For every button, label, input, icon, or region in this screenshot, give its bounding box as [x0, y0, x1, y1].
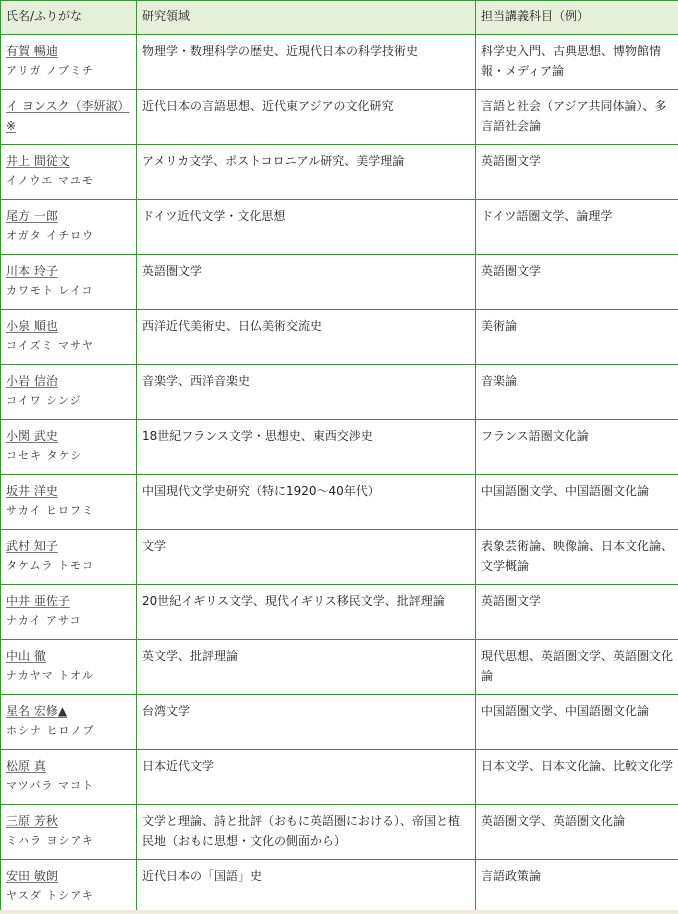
field-cell: 英語圏文学 — [137, 255, 476, 310]
table-row — [1, 750, 678, 805]
faculty-kana: ヤスダ トシアキ — [6, 889, 94, 902]
field-cell: 18世紀フランス文学・思想史、東西交渉史 — [137, 420, 476, 475]
faculty-kana: アリガ ノブミチ — [6, 64, 94, 77]
field-cell: 日本近代文学 — [137, 750, 476, 805]
courses-cell: 現代思想、英語圏文学、英語圏文化論 — [476, 640, 678, 695]
courses-cell: 英語圏文学 — [476, 585, 678, 640]
faculty-name-link[interactable]: 星名 宏修▲ — [6, 704, 68, 718]
courses-cell: 科学史入門、古典思想、博物館情報・メディア論 — [476, 35, 678, 90]
field-cell: 西洋近代美術史、日仏美術交流史 — [137, 310, 476, 365]
name-cell — [1, 805, 137, 860]
faculty-kana: コイワ シンジ — [6, 394, 82, 407]
field-cell: 近代日本の言語思想、近代東アジアの文化研究 — [137, 90, 476, 145]
table-row — [1, 200, 678, 255]
faculty-name-link[interactable]: 安田 敏朗 — [6, 869, 58, 883]
faculty-kana: タケムラ トモコ — [6, 559, 94, 572]
faculty-kana: サカイ ヒロフミ — [6, 504, 94, 517]
faculty-name-link[interactable]: 三原 芳秋 — [6, 814, 58, 828]
field-cell: ドイツ近代文学・文化思想 — [137, 200, 476, 255]
field-cell: 英文学、批評理論 — [137, 640, 476, 695]
courses-cell: 英語圏文学 — [476, 255, 678, 310]
field-cell: 文学と理論、詩と批評（おもに英語圏における）、帝国と植民地（おもに思想・文化の側面から） — [137, 805, 476, 860]
faculty-kana: カワモト レイコ — [6, 284, 94, 297]
field-cell: 文学 — [137, 530, 476, 585]
faculty-name-link[interactable]: 有賀 暢迪 — [6, 44, 58, 58]
courses-cell: 中国語圏文学、中国語圏文化論 — [476, 475, 678, 530]
field-cell: 20世紀イギリス文学、現代イギリス移民文学、批評理論 — [137, 585, 476, 640]
name-cell — [1, 90, 137, 145]
name-cell — [1, 750, 137, 805]
name-cell — [1, 200, 137, 255]
table-row — [1, 145, 678, 200]
table-row — [1, 310, 678, 365]
field-cell: 近代日本の「国語」史 — [137, 860, 476, 914]
table-row — [1, 35, 678, 90]
table-row — [1, 255, 678, 310]
faculty-name-link[interactable]: 川本 玲子 — [6, 264, 58, 278]
faculty-kana: オガタ イチロウ — [6, 229, 95, 242]
name-cell — [1, 585, 137, 640]
header-field: 研究領域 — [137, 1, 476, 35]
field-cell: 物理学・数理科学の歴史、近現代日本の科学技術史 — [137, 35, 476, 90]
field-cell: 台湾文学 — [137, 695, 476, 750]
name-cell — [1, 530, 137, 585]
faculty-name-link[interactable]: 武村 知子 — [6, 539, 58, 553]
faculty-name-link[interactable]: 小関 武史 — [6, 429, 58, 443]
name-cell — [1, 695, 137, 750]
faculty-name-link[interactable]: 尾方 一郎 — [6, 209, 58, 223]
table-row — [1, 860, 678, 914]
courses-cell: 美術論 — [476, 310, 678, 365]
courses-cell: 英語圏文学 — [476, 145, 678, 200]
faculty-kana: コイズミ マサヤ — [6, 339, 95, 352]
name-cell — [1, 255, 137, 310]
courses-cell: 言語と社会（アジア共同体論）、多言語社会論 — [476, 90, 678, 145]
faculty-name-link[interactable]: イ ヨンスク（李妍淑）※ — [6, 99, 130, 133]
faculty-kana: ナカイ アサコ — [6, 614, 82, 627]
courses-cell: 中国語圏文学、中国語圏文化論 — [476, 695, 678, 750]
faculty-name-link[interactable]: 小泉 順也 — [6, 319, 58, 333]
header-courses: 担当講義科目（例） — [476, 1, 678, 35]
faculty-name-link[interactable]: 中山 徹 — [6, 649, 46, 663]
courses-cell: 言語政策論 — [476, 860, 678, 914]
table-row — [1, 420, 678, 475]
table-row — [1, 90, 678, 145]
header-name: 氏名/ふりがな — [1, 1, 137, 35]
table-row — [1, 365, 678, 420]
faculty-name-link[interactable]: 松原 真 — [6, 759, 46, 773]
faculty-kana: マツバラ マコト — [6, 779, 94, 792]
faculty-name-link[interactable]: 坂井 洋史 — [6, 484, 58, 498]
name-cell — [1, 310, 137, 365]
table-row — [1, 475, 678, 530]
name-cell — [1, 365, 137, 420]
faculty-kana: ミハラ ヨシアキ — [6, 834, 95, 847]
name-cell — [1, 640, 137, 695]
page-bottom-strip — [0, 910, 678, 914]
table-row — [1, 805, 678, 860]
table-row — [1, 585, 678, 640]
table-row — [1, 695, 678, 750]
faculty-kana: ホシナ ヒロノブ — [6, 724, 95, 737]
name-cell — [1, 145, 137, 200]
faculty-kana: イノウエ マユモ — [6, 174, 94, 187]
table-row — [1, 530, 678, 585]
courses-cell: フランス語圏文化論 — [476, 420, 678, 475]
name-cell — [1, 420, 137, 475]
field-cell: 音楽学、西洋音楽史 — [137, 365, 476, 420]
courses-cell: ドイツ語圏文学、論理学 — [476, 200, 678, 255]
faculty-name-link[interactable]: 井上 間従文 — [6, 154, 70, 168]
field-cell: アメリカ文学、ポストコロニアル研究、美学理論 — [137, 145, 476, 200]
courses-cell: 表象芸術論、映像論、日本文化論、文学概論 — [476, 530, 678, 585]
table-header-row — [1, 1, 678, 35]
field-cell: 中国現代文学史研究（特に1920～40年代） — [137, 475, 476, 530]
courses-cell: 音楽論 — [476, 365, 678, 420]
faculty-name-link[interactable]: 小岩 信治 — [6, 374, 58, 388]
name-cell — [1, 475, 137, 530]
name-cell — [1, 35, 137, 90]
name-cell — [1, 860, 137, 914]
courses-cell: 日本文学、日本文化論、比較文化学 — [476, 750, 678, 805]
faculty-name-link[interactable]: 中井 亜佐子 — [6, 594, 70, 608]
table-row — [1, 640, 678, 695]
courses-cell: 英語圏文学、英語圏文化論 — [476, 805, 678, 860]
faculty-kana: コセキ タケシ — [6, 449, 83, 462]
faculty-kana: ナカヤマ トオル — [6, 669, 94, 682]
